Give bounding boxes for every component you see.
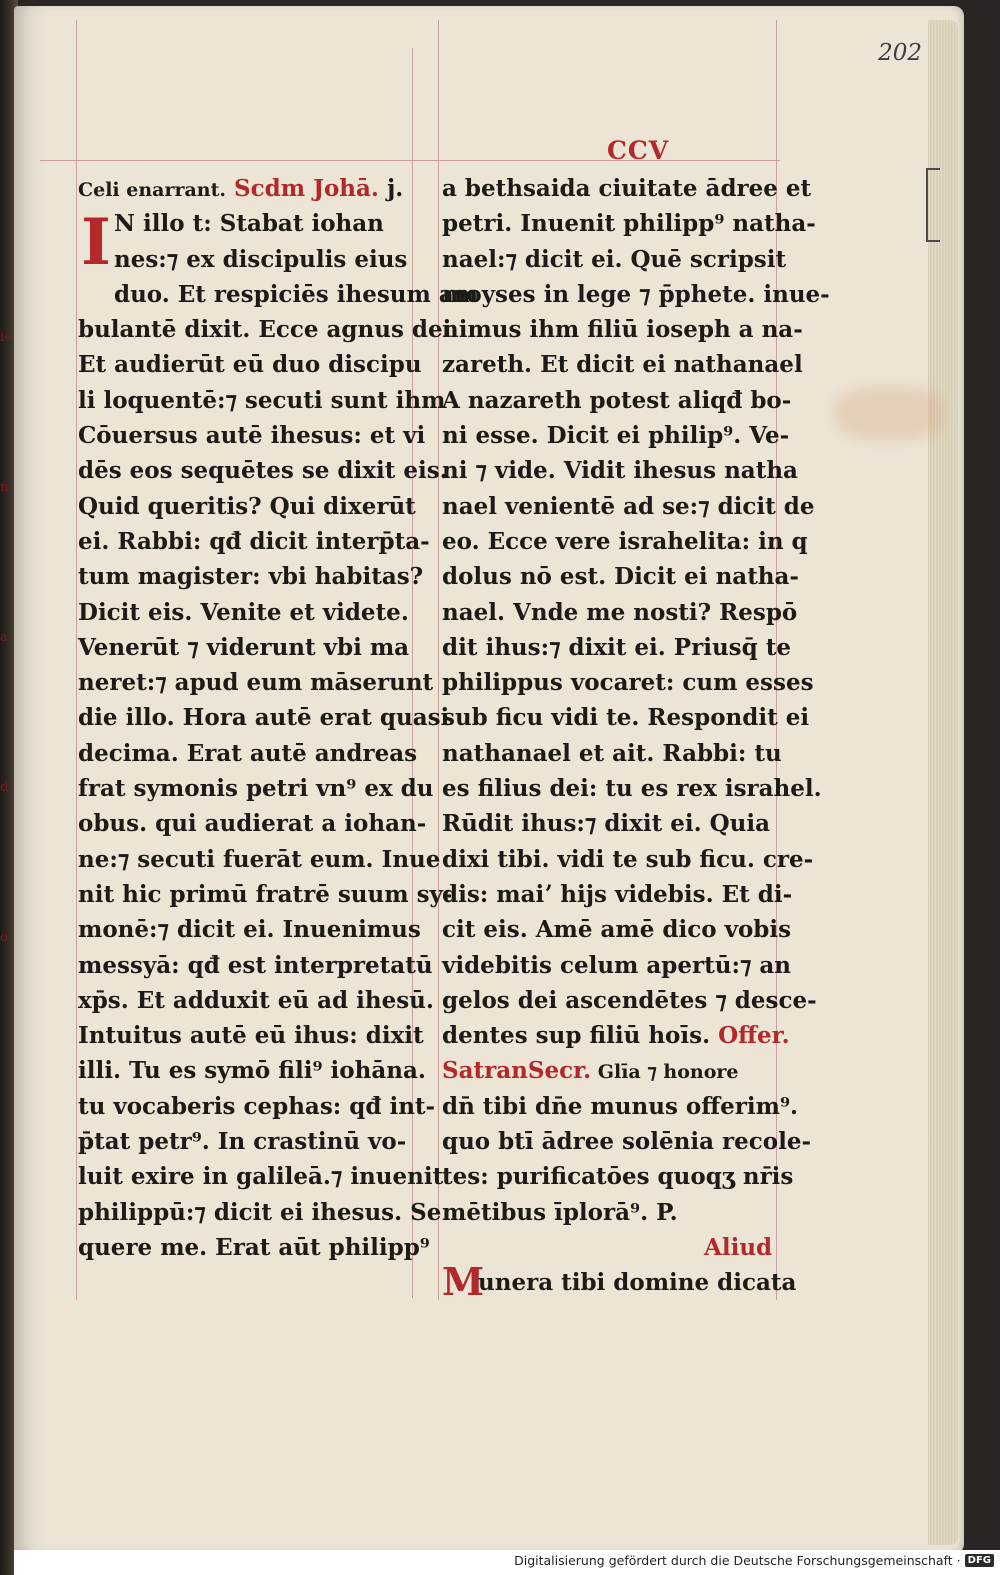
initial-capital-m: M: [442, 1259, 485, 1305]
initial-capital-i: I: [81, 205, 111, 281]
aliud-rubric: Aliud: [704, 1233, 773, 1261]
footer-credit-text: Digitalisierung gefördert durch die Deutsche Forschungsgemeinschaft: [514, 1553, 953, 1568]
right-line: nael:⁊ dicit ei. Quē scripsit: [442, 245, 787, 273]
margin-note-fragment: d: [0, 780, 9, 795]
left-line: Quid queritis? Qui dixerūt: [78, 492, 416, 520]
secr-rubric: Secr.: [527, 1057, 592, 1085]
right-line: petri. Inuenit philipp⁹ natha-: [442, 210, 816, 238]
left-line: decima. Erat autē andreas: [78, 739, 418, 767]
folio-number: 202: [878, 40, 922, 66]
left-line: Et audierūt eū duo discipu: [78, 351, 422, 379]
right-line: a bethsaida ciuitate ādree et: [442, 175, 812, 202]
offer-rubric: Offer.: [718, 1022, 790, 1050]
right-line: zareth. Et dicit ei nathanael: [442, 351, 803, 379]
left-line: monē:⁊ dicit ei. Inuenimus: [78, 916, 421, 944]
left-line: quere me. Erat aūt philipp⁹: [78, 1233, 430, 1261]
right-line: es filius dei: tu es rex israhel.: [442, 775, 822, 803]
right-line: dolus nō est. Dicit ei natha-: [442, 563, 799, 591]
left-line: p̄tat petr⁹. In crastinū vo-: [78, 1128, 407, 1156]
page-edges: [928, 20, 958, 1545]
left-line: Cōuersus autē ihesus: et vi: [78, 422, 426, 450]
left-line: illi. Tu es symō fili⁹ iohāna.: [78, 1057, 426, 1085]
right-line-secr: [442, 1053, 782, 1088]
left-line: xp̄s. Et adduxit eū ad ihesū.: [78, 986, 434, 1014]
right-line: gelos dei ascendētes ⁊ desce-: [442, 986, 817, 1014]
right-line: nael. Vnde me nosti? Respō: [442, 598, 798, 626]
left-line: Intuitus autē eū ihus: dixit: [78, 1022, 424, 1050]
ruling-column-left-edge: [76, 20, 77, 1300]
left-line: obus. qui audierat a iohan-: [78, 810, 427, 838]
left-line: tu vocaberis cephas: qđ int-: [78, 1092, 436, 1120]
left-line: die illo. Hora autē erat quasi: [78, 704, 450, 732]
left-column-lines: [78, 206, 479, 1265]
right-line: ni ⁊ vide. Vidit ihesus natha: [442, 457, 798, 485]
left-column: [78, 171, 479, 1265]
right-line: ni esse. Dicit ei philip⁹. Ve-: [442, 422, 790, 450]
right-line-offer: [442, 1018, 790, 1053]
left-line: messyā: qđ est interpretatū: [78, 951, 433, 979]
left-column-heading: [78, 171, 418, 206]
satran-rubric: Satran: [442, 1057, 528, 1085]
left-line: duo. Et respiciēs ihesum am: [114, 280, 479, 308]
right-line: Rūdit ihus:⁊ dixit ei. Quia: [442, 810, 771, 838]
left-line: Venerūt ⁊ viderunt vbi ma: [78, 633, 410, 661]
right-line-alius: [442, 1230, 782, 1265]
right-line: nael venientē ad se:⁊ dicit de: [442, 492, 815, 520]
right-line: nimus ihm filiū ioseph a na-: [442, 316, 803, 344]
right-line: cit eis. Amē amē dico vobis: [442, 916, 792, 944]
right-last-line: [442, 1259, 797, 1305]
right-line: philippus vocaret: cum esses: [442, 669, 814, 697]
heading-incipit: Celi enarrant.: [78, 179, 227, 201]
right-line: nathanael et ait. Rabbi: tu: [442, 739, 782, 767]
right-after-line: mētibus īplorā⁹. P.: [442, 1198, 678, 1226]
right-after-line: tes: purificatōes quoqʒ nr̄is: [442, 1163, 794, 1191]
margin-note-fragment: ie: [0, 330, 12, 345]
left-line: nes:⁊ ex discipulis eius: [114, 245, 408, 273]
left-line: philippū:⁊ dicit ei ihesus. Se: [78, 1198, 442, 1226]
right-line: moyses in lege ⁊ p̄phete. inue-: [442, 280, 830, 308]
left-line: ei. Rabbi: qđ dicit interp̄ta-: [78, 527, 430, 555]
right-line: dis: maiʼ hijs videbis. Et di-: [442, 880, 793, 908]
secr-text: Glīa ⁊ honore: [591, 1061, 739, 1084]
left-line: bulantē dixit. Ecce agnus dei: [78, 316, 452, 344]
left-line: nit hic primū fratrē suum sy-: [78, 880, 453, 908]
margin-note-fragment: o: [0, 930, 8, 945]
right-column-lines: [442, 171, 830, 1018]
left-line: ne:⁊ secuti fuerāt eum. Inue: [78, 845, 441, 873]
right-column: [442, 171, 830, 1305]
dfg-logo: DFG: [965, 1554, 994, 1567]
margin-bracket: [926, 168, 940, 242]
margin-note-fragment: a: [0, 630, 8, 645]
header-numeral: CCV: [607, 136, 670, 165]
left-line: Dicit eis. Venite et videte.: [78, 598, 409, 626]
right-line: eo. Ecce vere israhelita: in q: [442, 527, 808, 555]
last-line-text: unera tibi domine dicata: [478, 1269, 797, 1297]
right-after-line: quo btī ādree solēnia recole-: [442, 1128, 812, 1156]
right-column-lines-after: [442, 1089, 812, 1230]
left-line: tum magister: vbi habitas?: [78, 563, 424, 591]
right-line: A nazareth potest aliqđ bo-: [442, 386, 792, 414]
right-line: videbitis celum apertū:⁊ an: [442, 951, 792, 979]
left-line: neret:⁊ apud eum māserunt: [78, 669, 434, 697]
left-line: li loquentē:⁊ secuti sunt ihm: [78, 386, 446, 414]
footer-credit: Digitalisierung gefördert durch die Deutsche Forschungsgemeinschaft · DFG: [514, 1553, 994, 1568]
left-line: luit exire in galileā.⁊ inuenit: [78, 1163, 444, 1191]
left-line: frat symonis petri vn⁹ ex du: [78, 775, 434, 803]
ruling-column-gap-right: [438, 20, 439, 1300]
right-after-line: dn̄ tibi dn̄e munus offerim⁹.: [442, 1092, 799, 1120]
left-line: N illo t: Stabat iohan: [114, 210, 384, 238]
left-line: dēs eos sequētes se dixit eis.: [78, 457, 448, 485]
paper-stain: [834, 386, 944, 441]
right-line: dixi tibi. vidi te sub ficu. cre-: [442, 845, 814, 873]
offer-text: dentes sup filiū hoīs.: [442, 1022, 711, 1050]
margin-note-fragment: n: [0, 480, 9, 495]
right-line: sub ficu vidi te. Respondit ei: [442, 704, 810, 732]
heading-numeral: j.: [378, 175, 404, 202]
right-line: dit ihus:⁊ dixit ei. Priusq̄ te: [442, 633, 791, 661]
heading-rubric: Scdm Johā.: [234, 175, 379, 202]
